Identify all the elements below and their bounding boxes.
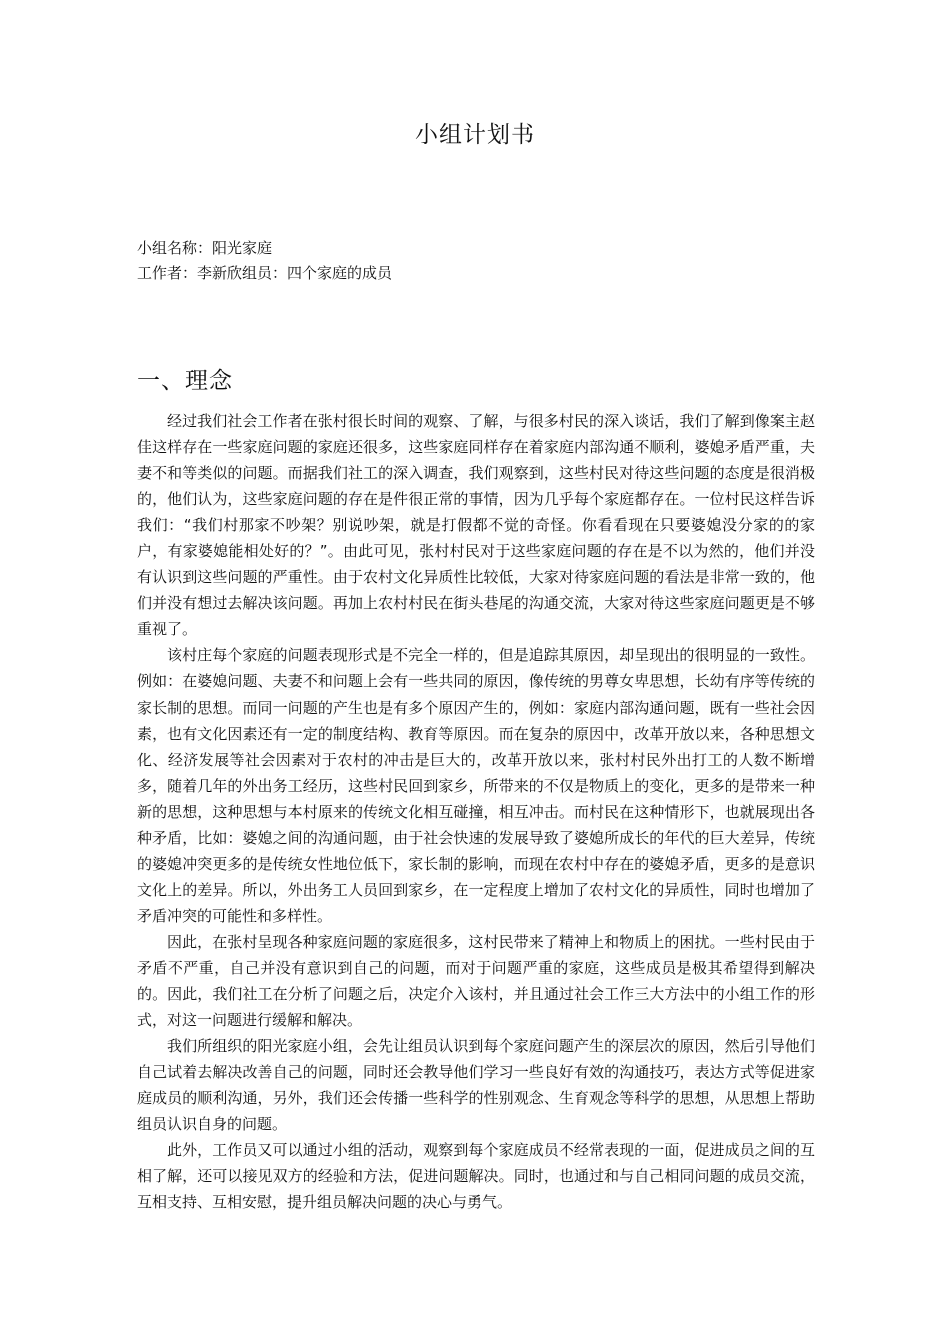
- document-title: 小组计划书: [415, 122, 535, 148]
- section-body: [137, 408, 815, 1215]
- section-heading-concept: 一、理念: [137, 368, 233, 394]
- worker-line: 工作者：李新欣组员：四个家庭的成员: [137, 264, 393, 282]
- group-name-line: 小组名称：阳光家庭: [137, 239, 273, 257]
- paragraph: 该村庄每个家庭的问题表现形式是不完全一样的，但是追踪其原因，却呈现出的很明显的一致性。例如：在婆媳问题、夫妻不和问题上会有一些共同的原因，像传统的男尊女卑思想，长幼有序等传统的家长制的思想。而同一问题的产生也是有多个原因产生的，例如：家庭内部沟通问题，既有一些社会因素，也有文化因素还有一定的制度结构、教育等原因。而在复杂的原因中，改革开放以来，各种思想文化、经济发展等社会因素对于农村的冲击是巨大的，改革开放以来，张村村民外出打工的人数不断增多，随着几年的外出务工经历，这些村民回到家乡，所带来的不仅是物质上的变化，更多的是带来一种新的思想，这种思想与本村原来的传统文化相互碰撞，相互冲击。而村民在这种情形下，也就展现出各种矛盾，比如：婆媳之间的沟通问题，由于社会快速的发展导致了婆媳所成长的年代的巨大差异，传统的婆媳冲突更多的是传统女性地位低下，家长制的影响，而现在农村中存在的婆媳矛盾，更多的是意识文化上的差异。所以，外出务工人员回到家乡，在一定程度上增加了农村文化的异质性，同时也增加了矛盾冲突的可能性和多样性。: [137, 646, 815, 925]
- paragraph: 此外，工作员又可以通过小组的活动，观察到每个家庭成员不经常表现的一面，促进成员之间的互相了解，还可以接见双方的经验和方法，促进问题解决。同时，也通过和与自己相同问题的成员交流，互相支持、互相安慰，提升组员解决问题的决心与勇气。: [137, 1141, 815, 1212]
- paragraph: 因此，在张村呈现各种家庭问题的家庭很多，这村民带来了精神上和物质上的困扰。一些村民由于矛盾不严重，自己并没有意识到自己的问题，而对于问题严重的家庭，这些成员是极其希望得到解决的。因此，我们社工在分析了问题之后，决定介入该村，并且通过社会工作三大方法中的小组工作的形式，对这一问题进行缓解和解决。: [137, 932, 815, 1030]
- paragraph: 经过我们社会工作者在张村很长时间的观察、了解，与很多村民的深入谈话，我们了解到像案主赵佳这样存在一些家庭问题的家庭还很多，这些家庭同样存在着家庭内部沟通不顺利，婆媳矛盾严重，夫妻不和等类似的问题。而据我们社工的深入调查，我们观察到，这些村民对待这些问题的态度是很消极的，他们认为，这些家庭问题的存在是件很正常的事情，因为几乎每个家庭都存在。一位村民这样告诉我们：“我们村那家不吵架？别说吵架，就是打假都不觉的奇怪。你看看现在只要婆媳没分家的的家户，有家婆媳能相处好的？”。由此可见，张村村民对于这些家庭问题的存在是不以为然的，他们并没有认识到这些问题的严重性。由于农村文化异质性比较低，大家对待家庭问题的看法是非常一致的，他们并没有想过去解决该问题。再加上农村村民在街头巷尾的沟通交流，大家对待这些家庭问题更是不够重视了。: [137, 412, 815, 639]
- group-info: [137, 236, 817, 286]
- paragraph: 我们所组织的阳光家庭小组，会先让组员认识到每个家庭问题产生的深层次的原因，然后引导他们自己试着去解决改善自己的问题，同时还会教导他们学习一些良好有效的沟通技巧，表达方式等促进家庭成员的顺利沟通，另外，我们还会传播一些科学的性别观念、生育观念等科学的思想，从思想上帮助组员认识自身的问题。: [137, 1037, 815, 1134]
